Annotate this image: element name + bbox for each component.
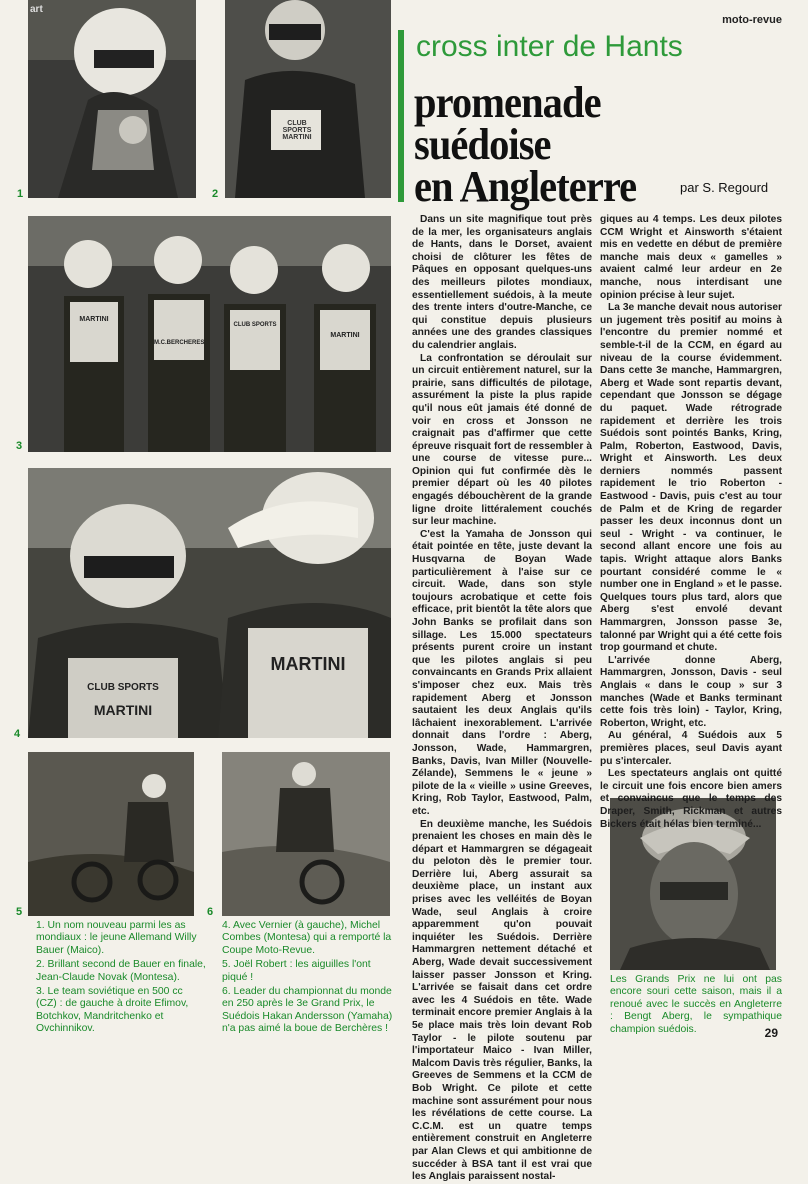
- photo-5-number: 5: [16, 906, 23, 918]
- photo-4-bib-1: CLUB SPORTS: [87, 682, 159, 693]
- captions-middle: [222, 920, 398, 1038]
- photo-4-bib-2: MARTINI: [93, 702, 153, 718]
- article-headline: [414, 78, 637, 211]
- article-paragraph: C'est la Yamaha de Jonsson qui était pointée en tête, juste devant la Husqvarna de Boyan Wade particulièrement à l'aise sur ce circuit. Wade, dans son style toujours acrobatique et cette fois efficace, prit bientôt la tête alors que John Banks se profilait dans son sillage. Les 15.000 spectateurs présents purent croire un instant que les pilotes anglais si peu convaincants en Grands Prix allaient s'imposer chez eux. Mais très rapidement Aberg et Jonsson sautaient les deux Anglais qu'ils lâchaient inexorablement. L'arrivée donnait dans l'ordre : Aberg, Jonsson, Wade, Hammargren, Banks, Davis, Ivan Miller (Nouvelle-Zélande), Semmens le « jeune » pilote de la « vieille » usine Greeves, Kring, Rob Taylor, Eastwood, Palm, etc.: [412, 528, 592, 817]
- caption-6: 6. Leader du championnat du monde en 250 après le 3e Grand Prix, le Suédois Hakan Andersson (Yamaha) n'a pas aimé la boue de Berchères !: [222, 986, 393, 1035]
- byline: par S. Regourd: [680, 180, 769, 195]
- article-paragraph: giques au 4 temps. Les deux pilotes CCM Wright et Ainsworth s'étaient mis en vedette en début de première manche mais deux « gamelles » avaient calmé leur ardeur en 2e manche, nous interdisant une opinion précise à leur sujet.: [600, 214, 782, 301]
- photo-4-number: 4: [14, 728, 21, 740]
- article-column-2: [600, 214, 782, 830]
- photo-3-bib-2: M.C.BERCHERES: [154, 340, 205, 346]
- photo-4-bib-3: MARTINI: [270, 654, 346, 674]
- photo-3-number: 3: [16, 440, 23, 452]
- article-kicker: cross inter de Hants: [416, 30, 683, 63]
- photo-1-number: 1: [17, 188, 24, 200]
- caption-3: 3. Le team soviétique en 500 cc (CZ) : de gauche à droite Efimov, Botchkov, Mandritchenko et Ovchinnikov.: [36, 986, 189, 1035]
- caption-2: 2. Brillant second de Bauer en finale, Jean-Claude Novak (Montesa).: [36, 959, 206, 983]
- photo-1-edge-text: art: [30, 4, 43, 15]
- article-paragraph: La 3e manche devait nous autoriser un jugement très positif au moins à l'encontre du premier nommé et semble-t-il de la CCM, en égard au niveau de la course évidemment. Dans cette 3e manche, Hammargren, Aberg et Wade sont repartis devant, cependant que Jonsson se dégage du paquet. Wade rétrograde rapidement et derrière les trois Suédois sont pointés Banks, Kring, Palm, Roberton, Eastwood, Davis, Wright et Ainsworth. Les deux derniers nommés passent rapidement le trio Roberton - Eastwood - Davis, puis c'est au tour de Palm et de Kring de regarder passer les deux inconnus dont un seul - Wright - va continuer, le second allant encore une fois au tapis. Wright attaque alors Banks pourtant considéré comme le « number one in England » et le passe. Quelques tours plus tard, alors que Aberg s'est envolé devant Hammargren, Jonsson passe 3e, talonné par Wright qui a été cette fois trop gourmand et chute.: [600, 302, 782, 654]
- motocross-jump-illustration: [28, 752, 194, 916]
- article-paragraph: En deuxième manche, les Suédois prenaient les choses en main dès le départ et Hammargren se dégageait du peloton dès le premier tour. Derrière lui, Aberg assurait sa deuxième place, un instant aux prises avec les velléités de Boyan Wade, seul Anglais à croire apparemment qu'on pouvait inquiéter les Suédois. Derrière Hammargren nettement détaché et Aberg, Wade devait successivement laisser passer Jonsson et Kring. L'arrivée se faisait dans cet ordre avec les 4 Suédois en tête. Wade terminait encore premier Anglais à la 5e place mais très loin devant Rob Taylor - le pilote soutenu par l'importateur Maico - Ivan Miller, Malcom Davis très régulier, Banks, la Greeves de Semmens et la CCM de Bob Wright. Ce pilote et cette machine sont assurément pour nous les révélations de cette course. La C.C.M. est un quatre temps entièrement construit en Angleterre par Alan Clews et qui ambitionne de succéder à BSA tant il est vrai que les Anglais paraissent nostal-: [412, 818, 592, 1183]
- section-label: moto-revue: [722, 14, 782, 26]
- photo-1-rider-helmet: [28, 0, 196, 198]
- article-paragraph: L'arrivée donne Aberg, Hammargren, Jonsson, Davis - seul Anglais « dans le coup » sur 3 manches (Wade et Banks terminant cette fois très loin) - Taylor, Kring, Roberton, Wright, etc.: [600, 654, 782, 729]
- article-paragraph: La confrontation se déroulait sur un circuit entièrement naturel, sur la prairie, sans difficultés de pilotage, assurément la piste la plus rapide qu'il nous eût jamais été donné de voir en cross et Jonsson ne craignait pas d'affirmer que cette épreuve risquait fort de ressembler à une course de vitesse pure... Opinion qui fut confirmée dès le premier départ où les 40 pilotes engagés débouchèrent de la grande ligne droite littéralement couchés sur leur machine.: [412, 352, 592, 528]
- photo-4-two-riders: [28, 468, 391, 738]
- helmet-rider-illustration: [28, 0, 196, 198]
- article-column-1: [412, 214, 592, 1183]
- photo-3-bib-4: MARTINI: [330, 332, 360, 339]
- photo-6-mud: [222, 752, 390, 916]
- photo-5-jump: [28, 752, 194, 916]
- article-paragraph: Les spectateurs anglais ont quitté le circuit une fois encore bien amers et convaincus que le temps des Draper, Smith, Rickman et autres Bickers était hélas bien terminé...: [600, 768, 782, 830]
- photo-3-bib-3: CLUB SPORTS: [233, 322, 277, 328]
- caption-5: 5. Joël Robert : les aiguilles l'ont piqué !: [222, 959, 371, 983]
- headline-line-1: promenade: [414, 78, 601, 127]
- headline-line-3: en Angleterre: [414, 162, 637, 211]
- captions-left: [36, 920, 206, 1038]
- photo-2-bib-text: CLUB SPORTS MARTINI: [282, 120, 312, 141]
- article-paragraph: Au général, 4 Suédois aux 5 premières places, seul Davis ayant pu s'intercaler.: [600, 730, 782, 767]
- article-paragraph: Dans un site magnifique tout près de la mer, les organisateurs anglais de Hants, dans le Dorset, avaient choisi de clôturer les fêtes de Pâques en opposant quelques-uns des meilleurs pilotes mondiaux, essentiellement suédois, à la meute des trente inters d'outre-Manche, ce qui constitue depuis plusieurs années une des grandes classiques du calendrier anglais.: [412, 214, 592, 351]
- photo-3-bib-1: MARTINI: [79, 316, 109, 323]
- caption-aberg: Les Grands Prix ne lui ont pas encore souri cette saison, mais il a renoué avec le succès en Angleterre : Bengt Aberg, le sympathique champion suédois.: [610, 974, 782, 1035]
- caption-4: 4. Avec Vernier (à gauche), Michel Combes (Montesa) qui a remporté la Coupe Moto-Revue.: [222, 920, 392, 956]
- caption-1: 1. Un nom nouveau parmi les as mondiaux : le jeune Allemand Willy Bauer (Maico).: [36, 920, 197, 956]
- photo-3-soviet-team: [28, 216, 391, 452]
- motocross-mud-illustration: [222, 752, 390, 916]
- accent-rule: [398, 30, 404, 202]
- rider-bib-illustration: [225, 0, 391, 198]
- page-number: 29: [764, 1026, 778, 1040]
- photo-2-rider-portrait: [225, 0, 391, 198]
- photo-6-number: 6: [207, 906, 214, 918]
- riders-closeup-illustration: [28, 468, 391, 738]
- photo-2-number: 2: [212, 188, 219, 200]
- headline-line-2: suédoise: [414, 120, 551, 169]
